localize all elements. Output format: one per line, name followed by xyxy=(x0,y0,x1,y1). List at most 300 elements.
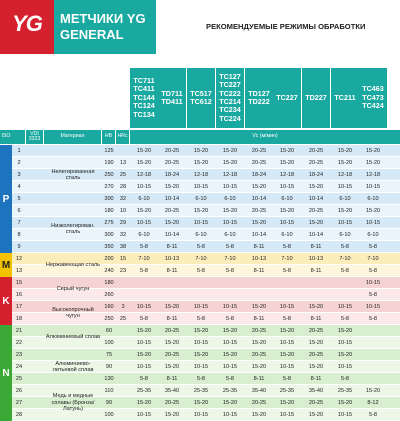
title-line2: GENERAL xyxy=(60,27,124,42)
iso-code: 25 xyxy=(15,376,23,382)
grade-header: TC463 TC473 TC424 xyxy=(359,68,387,128)
vc-value: 5-8 xyxy=(225,376,235,382)
vc-value: 6-10 xyxy=(138,232,150,238)
vc-value: 15-20 xyxy=(164,304,180,310)
hrc-value xyxy=(116,145,130,157)
vc-value: 10-14 xyxy=(308,196,324,202)
hb-value: 300 xyxy=(104,232,114,238)
vc-value: 7-10 xyxy=(339,256,351,262)
hb-value: 100 xyxy=(104,340,114,346)
iso-code: 8 xyxy=(17,232,21,238)
vc-value: 10-15 xyxy=(279,364,295,370)
vc-value: 15-20 xyxy=(308,412,324,418)
vc-value: 25-35 xyxy=(193,388,209,394)
hrc-value: 13 xyxy=(119,160,127,166)
vc-value: 15-20 xyxy=(193,160,209,166)
hrc-value: 32 xyxy=(119,232,127,238)
vc-value: 10-15 xyxy=(136,184,152,190)
vc-value: 5-8 xyxy=(282,268,292,274)
vc-value: 10-15 xyxy=(337,412,353,418)
vc-value: 10-15 xyxy=(337,184,353,190)
vc-value: 18-24 xyxy=(308,172,324,178)
hb-value: 90 xyxy=(105,364,113,370)
vc-value: 35-40 xyxy=(308,388,324,394)
sub-header-material: Материал xyxy=(44,130,101,144)
material-label: Серый чугун xyxy=(56,285,90,292)
iso-code: 24 xyxy=(15,364,23,370)
vc-value: 10-15 xyxy=(365,184,381,190)
vc-value: 15-20 xyxy=(193,148,209,154)
vc-value: 20-25 xyxy=(308,400,324,406)
hb-value: 250 xyxy=(104,172,114,178)
vc-value: 15-20 xyxy=(279,352,295,358)
vc-value: 10-15 xyxy=(193,364,209,370)
hrc-value: 25 xyxy=(119,316,127,322)
hrc-value: 10 xyxy=(119,208,127,214)
vc-value: 15-20 xyxy=(251,184,267,190)
hb-value: 200 xyxy=(104,256,114,262)
vc-value xyxy=(302,289,330,301)
vc-value: 20-25 xyxy=(308,148,324,154)
vc-value xyxy=(359,373,387,385)
vc-value: 10-15 xyxy=(136,364,152,370)
vc-value: 10-15 xyxy=(193,304,209,310)
vc-value: 10-15 xyxy=(193,340,209,346)
vc-value: 5-8 xyxy=(139,316,149,322)
vc-value: 5-8 xyxy=(282,316,292,322)
iso-code: 13 xyxy=(15,268,23,274)
hb-value: 190 xyxy=(104,160,114,166)
vc-value: 10-14 xyxy=(164,196,180,202)
vc-value: 10-15 xyxy=(279,184,295,190)
vc-value xyxy=(359,325,387,337)
vc-value: 20-25 xyxy=(164,328,180,334)
vc-value: 15-20 xyxy=(308,364,324,370)
iso-code: 1 xyxy=(17,148,21,154)
vc-value: 10-13 xyxy=(251,256,267,262)
vc-value: 6-10 xyxy=(339,196,351,202)
vc-value: 6-10 xyxy=(195,232,207,238)
vc-value: 20-25 xyxy=(164,400,180,406)
hb-value: 300 xyxy=(104,196,114,202)
title-block xyxy=(54,0,156,54)
vc-value: 15-20 xyxy=(222,352,238,358)
vc-value: 20-25 xyxy=(164,352,180,358)
vc-value: 15-20 xyxy=(365,160,381,166)
vc-value: 35-40 xyxy=(164,388,180,394)
hrc-value: 15 xyxy=(119,256,127,262)
hrc-value xyxy=(116,277,130,289)
iso-code: 9 xyxy=(17,244,21,250)
vc-value: 5-8 xyxy=(340,316,350,322)
material-label: Нелегированная сталь xyxy=(51,168,95,181)
hrc-value: 32 xyxy=(119,196,127,202)
vc-value: 15-20 xyxy=(222,328,238,334)
vc-value: 5-8 xyxy=(225,244,235,250)
vc-value: 10-15 xyxy=(222,364,238,370)
material-label: Алюминиево- литьевой сплав xyxy=(52,360,94,373)
vc-value: 20-25 xyxy=(308,352,324,358)
iso-code: 27 xyxy=(15,400,23,406)
hb-value: 60 xyxy=(105,328,113,334)
hrc-value: 23 xyxy=(119,268,127,274)
vc-value: 10-15 xyxy=(365,304,381,310)
vc-value: 10-15 xyxy=(136,304,152,310)
vc-value: 15-20 xyxy=(337,160,353,166)
iso-group-k: K xyxy=(0,277,12,325)
vc-value: 15-20 xyxy=(164,184,180,190)
material-label: Низколегирован. сталь xyxy=(51,222,95,235)
iso-code: 21 xyxy=(15,328,23,334)
vc-value: 18-24 xyxy=(164,172,180,178)
vc-value: 15-20 xyxy=(193,328,209,334)
vc-value: 8-11 xyxy=(166,244,178,250)
vc-value: 6-10 xyxy=(224,232,236,238)
vc-value xyxy=(331,289,359,301)
vc-value: 5-8 xyxy=(139,244,149,250)
vc-value: 5-8 xyxy=(340,244,350,250)
iso-code: 22 xyxy=(15,340,23,346)
vc-value: 20-25 xyxy=(164,148,180,154)
vc-value: 10-14 xyxy=(251,196,267,202)
vc-value: 15-20 xyxy=(337,400,353,406)
vc-value: 20-25 xyxy=(308,328,324,334)
iso-code: 7 xyxy=(17,220,21,226)
vc-value: 20-25 xyxy=(251,328,267,334)
material-label: Алюминиевый сплав xyxy=(45,333,101,340)
vc-value: 5-8 xyxy=(368,244,378,250)
hrc-value xyxy=(116,397,130,409)
vc-value: 20-25 xyxy=(251,160,267,166)
sub-header-iso-number xyxy=(12,130,25,144)
sub-header-hrc: HRc xyxy=(116,130,129,144)
grade-header: TC211 xyxy=(331,68,359,128)
hb-value: 275 xyxy=(104,220,114,226)
vc-value: 12-18 xyxy=(193,172,209,178)
sub-header-vc: Vc (м/мин) xyxy=(130,130,400,144)
iso-code: 28 xyxy=(15,412,23,418)
vc-value: 20-25 xyxy=(251,352,267,358)
vc-value: 25-35 xyxy=(136,388,152,394)
sub-header-hb: HB xyxy=(102,130,115,144)
vc-value xyxy=(216,289,244,301)
iso-group-p: P xyxy=(0,145,12,253)
hb-value: 110 xyxy=(104,388,114,394)
hb-value: 350 xyxy=(104,244,114,250)
hb-value: 125 xyxy=(104,148,114,154)
vc-value: 10-15 xyxy=(193,184,209,190)
vc-value: 15-20 xyxy=(136,400,152,406)
vc-value: 12-18 xyxy=(136,172,152,178)
vc-value: 15-20 xyxy=(222,148,238,154)
vc-value: 15-20 xyxy=(365,388,381,394)
vc-value: 5-8 xyxy=(340,376,350,382)
hrc-value: 29 xyxy=(119,220,127,226)
vc-value: 5-8 xyxy=(340,268,350,274)
vc-value: 15-20 xyxy=(193,400,209,406)
iso-code: 18 xyxy=(15,316,23,322)
vc-value: 6-10 xyxy=(281,232,293,238)
vc-value: 10-15 xyxy=(136,412,152,418)
vc-value: 15-20 xyxy=(136,148,152,154)
vc-value xyxy=(359,349,387,361)
vc-value: 15-20 xyxy=(136,328,152,334)
vc-value: 8-12 xyxy=(367,400,379,406)
vc-value: 10-13 xyxy=(164,256,180,262)
hrc-value xyxy=(116,349,130,361)
vc-value: 15-20 xyxy=(164,220,180,226)
hb-value: 180 xyxy=(104,280,114,286)
vc-value: 10-15 xyxy=(193,412,209,418)
vc-value: 10-15 xyxy=(279,304,295,310)
vc-value: 15-20 xyxy=(279,328,295,334)
material-label: Нержавеющая сталь xyxy=(45,261,101,268)
vc-value xyxy=(302,277,330,289)
vc-value: 25-35 xyxy=(279,388,295,394)
vc-value: 15-20 xyxy=(222,400,238,406)
vc-value: 20-25 xyxy=(164,160,180,166)
vc-value: 10-13 xyxy=(308,256,324,262)
vc-value: 10-15 xyxy=(222,412,238,418)
iso-code: 3 xyxy=(17,172,21,178)
vc-value: 12-18 xyxy=(279,172,295,178)
vc-value: 6-10 xyxy=(138,196,150,202)
vc-value: 15-20 xyxy=(251,412,267,418)
iso-code: 16 xyxy=(15,292,23,298)
vc-value: 6-10 xyxy=(281,196,293,202)
vc-value: 10-14 xyxy=(251,232,267,238)
vc-value: 8-11 xyxy=(166,268,178,274)
material-label: Высокопрочный чугун xyxy=(52,306,94,319)
vc-value: 10-15 xyxy=(337,364,353,370)
hb-value: 180 xyxy=(104,208,114,214)
iso-group-m: M xyxy=(0,253,12,277)
vc-value: 15-20 xyxy=(251,220,267,226)
vc-value: 10-15 xyxy=(222,184,238,190)
hb-value: 240 xyxy=(104,268,114,274)
iso-code: 6 xyxy=(17,208,21,214)
vc-value: 15-20 xyxy=(337,208,353,214)
hrc-value: 3 xyxy=(121,304,125,310)
vc-value: 10-15 xyxy=(222,220,238,226)
hb-value: 270 xyxy=(104,184,114,190)
iso-code: 12 xyxy=(15,256,23,262)
hb-value: 130 xyxy=(104,376,114,382)
hrc-value: 28 xyxy=(119,184,127,190)
vc-value: 10-15 xyxy=(222,340,238,346)
vc-value xyxy=(359,361,387,373)
vc-value: 15-20 xyxy=(164,412,180,418)
vc-value: 20-25 xyxy=(251,208,267,214)
vc-value: 15-20 xyxy=(193,352,209,358)
vc-value: 15-20 xyxy=(222,208,238,214)
vc-value: 5-8 xyxy=(225,268,235,274)
hrc-value: 25 xyxy=(119,172,127,178)
vc-value: 15-20 xyxy=(279,208,295,214)
grade-header: TD711 TD411 xyxy=(158,68,186,128)
vc-value: 10-15 xyxy=(136,340,152,346)
vc-value: 15-20 xyxy=(136,352,152,358)
vc-value: 6-10 xyxy=(224,196,236,202)
vc-value: 15-20 xyxy=(222,160,238,166)
vc-value: 5-8 xyxy=(196,268,206,274)
vc-value xyxy=(359,337,387,349)
vc-value: 15-20 xyxy=(251,304,267,310)
vc-value: 8-11 xyxy=(253,244,265,250)
vc-value xyxy=(130,277,158,289)
vc-value: 7-10 xyxy=(281,256,293,262)
vc-value: 8-11 xyxy=(310,244,322,250)
vc-value: 15-20 xyxy=(365,208,381,214)
vc-value: 8-11 xyxy=(310,268,322,274)
vc-value xyxy=(273,277,301,289)
vc-value: 10-15 xyxy=(279,220,295,226)
logo-text: YG xyxy=(12,11,42,36)
iso-code: 5 xyxy=(17,196,21,202)
vc-value: 20-25 xyxy=(251,400,267,406)
grade-header: TC711 TC411 TC144 TC124 TC134 xyxy=(130,68,158,128)
vc-value: 15-20 xyxy=(279,400,295,406)
hb-value: 90 xyxy=(105,400,113,406)
header-right-title: РЕКОМЕНДУЕМЫЕ РЕЖИМЫ ОБРАБОТКИ xyxy=(206,22,366,31)
vc-value: 5-8 xyxy=(139,268,149,274)
vc-value: 5-8 xyxy=(196,316,206,322)
hb-value: 100 xyxy=(104,412,114,418)
vc-value xyxy=(158,289,186,301)
vc-value: 15-20 xyxy=(279,148,295,154)
vc-value xyxy=(158,277,186,289)
grade-header: TC227 xyxy=(273,68,301,128)
vc-value: 15-20 xyxy=(164,364,180,370)
vc-value: 8-11 xyxy=(310,376,322,382)
vc-value: 7-10 xyxy=(138,256,150,262)
grade-header: TC517 TC612 xyxy=(187,68,215,128)
vc-value xyxy=(331,277,359,289)
vc-value: 10-15 xyxy=(279,412,295,418)
vc-value: 18-24 xyxy=(251,172,267,178)
vc-value: 7-10 xyxy=(367,256,379,262)
vc-value: 5-8 xyxy=(368,268,378,274)
vc-value: 15-20 xyxy=(308,304,324,310)
vc-value xyxy=(130,289,158,301)
vc-value xyxy=(216,277,244,289)
vc-value: 15-20 xyxy=(251,364,267,370)
hrc-value xyxy=(116,337,130,349)
iso-code: 17 xyxy=(15,304,23,310)
vc-value: 10-15 xyxy=(279,340,295,346)
hb-value: 260 xyxy=(104,292,114,298)
sub-header-iso: ISO xyxy=(0,130,12,144)
hrc-value xyxy=(116,325,130,337)
hrc-value xyxy=(116,289,130,301)
vc-value xyxy=(245,277,273,289)
iso-code: 4 xyxy=(17,184,21,190)
hrc-value xyxy=(116,361,130,373)
vc-value: 20-25 xyxy=(251,148,267,154)
vc-value: 15-20 xyxy=(337,148,353,154)
vc-value: 8-11 xyxy=(166,376,178,382)
sub-header-vdi: VDI 3323 xyxy=(26,130,43,144)
vc-value: 5-8 xyxy=(368,292,378,298)
vc-value: 15-20 xyxy=(136,160,152,166)
vc-value: 6-10 xyxy=(339,232,351,238)
vc-value xyxy=(187,277,215,289)
hb-value: 250 xyxy=(104,316,114,322)
vc-value: 5-8 xyxy=(282,244,292,250)
title-line1: МЕТЧИКИ YG xyxy=(60,11,146,26)
material-label: Медь и медные сплавы (Бронза/ Латунь) xyxy=(51,393,95,413)
vc-value: 10-15 xyxy=(136,220,152,226)
hb-value: 160 xyxy=(104,304,114,310)
vc-value: 15-20 xyxy=(308,340,324,346)
vc-value: 6-10 xyxy=(367,196,379,202)
vc-value: 20-25 xyxy=(308,208,324,214)
grade-header: TD127 TD222 xyxy=(245,68,273,128)
vc-value: 8-11 xyxy=(253,316,265,322)
vc-value: 5-8 xyxy=(225,316,235,322)
vc-value: 10-15 xyxy=(337,304,353,310)
vc-value: 15-20 xyxy=(337,328,353,334)
hrc-value xyxy=(116,385,130,397)
vc-value: 7-10 xyxy=(224,256,236,262)
vc-value: 6-10 xyxy=(195,196,207,202)
vc-value: 6-10 xyxy=(367,232,379,238)
vc-value: 10-15 xyxy=(337,340,353,346)
vc-value: 15-20 xyxy=(279,160,295,166)
vc-value: 5-8 xyxy=(196,244,206,250)
vc-value: 10-15 xyxy=(222,304,238,310)
iso-group-n: N xyxy=(0,325,12,421)
vc-value: 15-20 xyxy=(136,208,152,214)
iso-code: 23 xyxy=(15,352,23,358)
iso-code: 2 xyxy=(17,160,21,166)
vc-value: 5-8 xyxy=(368,316,378,322)
vc-value: 10-15 xyxy=(337,220,353,226)
vc-value: 8-11 xyxy=(166,316,178,322)
hb-value: 75 xyxy=(105,352,113,358)
hrc-value xyxy=(116,373,130,385)
vc-value: 25-35 xyxy=(222,388,238,394)
vc-value xyxy=(187,289,215,301)
vc-value: 7-10 xyxy=(195,256,207,262)
vc-value: 8-11 xyxy=(310,316,322,322)
vc-value: 10-14 xyxy=(308,232,324,238)
iso-code: 26 xyxy=(15,388,23,394)
logo-block xyxy=(0,0,54,54)
vc-value: 5-8 xyxy=(139,376,149,382)
vc-value xyxy=(273,289,301,301)
vc-value: 5-8 xyxy=(196,376,206,382)
vc-value: 10-15 xyxy=(365,280,381,286)
vc-value: 15-20 xyxy=(365,148,381,154)
vc-value: 20-25 xyxy=(164,208,180,214)
vc-value: 10-14 xyxy=(164,232,180,238)
vc-value: 10-15 xyxy=(365,220,381,226)
hrc-value xyxy=(116,409,130,421)
vc-value xyxy=(245,289,273,301)
vc-value: 5-8 xyxy=(282,376,292,382)
vc-value: 25-35 xyxy=(337,388,353,394)
vc-value: 15-20 xyxy=(337,352,353,358)
hrc-value: 38 xyxy=(119,244,127,250)
vc-value: 15-20 xyxy=(308,184,324,190)
vc-value: 15-20 xyxy=(193,208,209,214)
vc-value: 12-18 xyxy=(222,172,238,178)
vc-value: 8-11 xyxy=(253,268,265,274)
vc-value: 15-20 xyxy=(164,340,180,346)
vc-value: 12-18 xyxy=(365,172,381,178)
vc-value: 8-11 xyxy=(253,376,265,382)
